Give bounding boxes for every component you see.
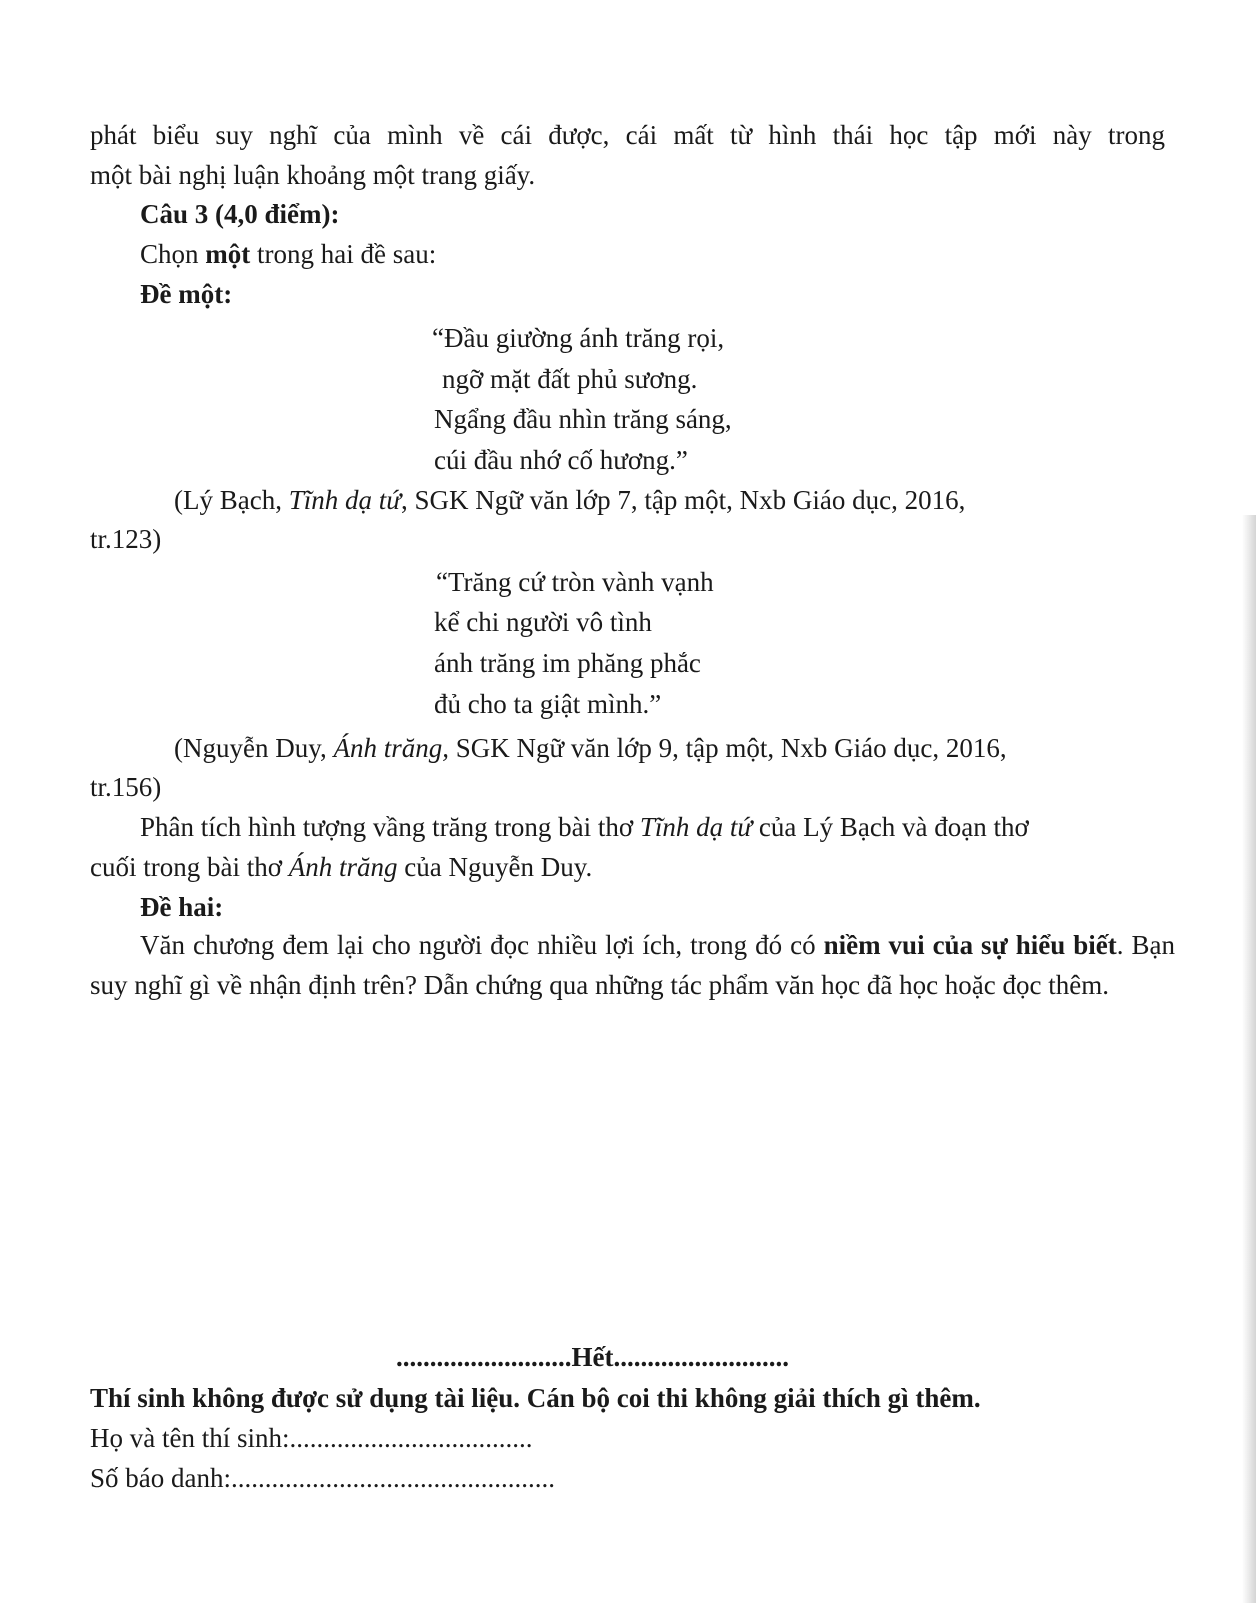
question-3-heading: Câu 3 (4,0 điểm): [140,199,340,229]
topic-2-text: . Bạn suy nghĩ gì về nhận định trên? Dẫn chứng qua những tác phẩm văn học đã học hoặc đọc thêm. [90,930,1175,1000]
source-citation-2 [174,731,1007,765]
candidate-id-label: Số báo danh: [90,1463,231,1493]
task-text: của Lý Bạch và đoạn thơ [752,812,1029,842]
choose-text-pre: Chọn [140,239,206,269]
poem-line: “Đầu giường ánh trăng rọi, [432,323,725,353]
topic-1-heading: Đề một: [140,279,233,309]
candidate-name-label: Họ và tên thí sinh: [90,1423,290,1453]
intro-line-1: phát biểu suy nghĩ của mình về cái được, cái mất từ hình thái học tập mới này trong [90,120,1165,150]
poem-line: Ngẩng đầu nhìn trăng sáng, [434,404,732,434]
candidate-id-dots: ................................................ [231,1463,555,1493]
end-dots-right: .......................... [613,1342,789,1372]
citation-text: (Lý Bạch, [174,485,289,515]
candidate-notice: Thí sinh không được sử dụng tài liệu. Cán bộ coi thi không giải thích gì thêm. [90,1383,981,1413]
poem-line: ánh trăng im phăng phắc [434,648,701,678]
task-line-2 [90,850,592,884]
intro-line-2: một bài nghị luận khoảng một trang giấy. [90,160,536,190]
candidate-id-row [90,1461,555,1495]
topic-2-heading: Đề hai: [140,892,224,922]
task-text: Phân tích hình tượng vầng trăng trong bài thơ [140,812,640,842]
poem-line: “Trăng cứ tròn vành vạnh [436,567,714,597]
task-line-1 [140,810,1029,844]
citation-title: Ánh trăng, [333,733,449,763]
end-word: Hết [571,1342,614,1372]
source-page-1: tr.123) [90,524,162,554]
citation-text: (Nguyễn Duy, [174,733,334,763]
task-text: của Nguyễn Duy. [397,852,593,882]
topic-2-paragraph [90,925,1175,1005]
citation-title: Tĩnh dạ tứ [288,485,401,515]
end-marker [396,1340,789,1374]
choose-text-post: trong hai đề sau: [250,239,437,269]
citation-text: SGK Ngữ văn lớp 9, tập một, Nxb Giáo dục, 2016, [448,733,1007,763]
end-dots-left: .......................... [396,1342,572,1372]
citation-text: , SGK Ngữ văn lớp 7, tập một, Nxb Giáo dục, 2016, [400,485,966,515]
choose-text-bold: một [205,239,251,269]
candidate-name-row [90,1421,532,1455]
task-title: Ánh trăng [288,852,398,882]
source-citation-1 [174,483,965,517]
task-text: cuối trong bài thơ [90,852,289,882]
topic-2-bold: niềm vui của sự hiểu biết [823,930,1117,960]
source-page-2: tr.156) [90,772,162,802]
candidate-name-dots: .................................... [289,1423,533,1453]
task-title: Tĩnh dạ tứ [639,812,753,842]
poem-line: kể chi người vô tình [434,607,652,637]
topic-2-text: Văn chương đem lại cho người đọc nhiều lợi ích, trong đó có [140,930,824,960]
page-edge-shadow [1242,515,1256,1603]
poem-line: cúi đầu nhớ cố hương.” [434,445,688,475]
poem-line: ngỡ mặt đất phủ sương. [442,364,698,394]
poem-line: đủ cho ta giật mình.” [434,689,662,719]
choose-instruction [140,237,436,271]
